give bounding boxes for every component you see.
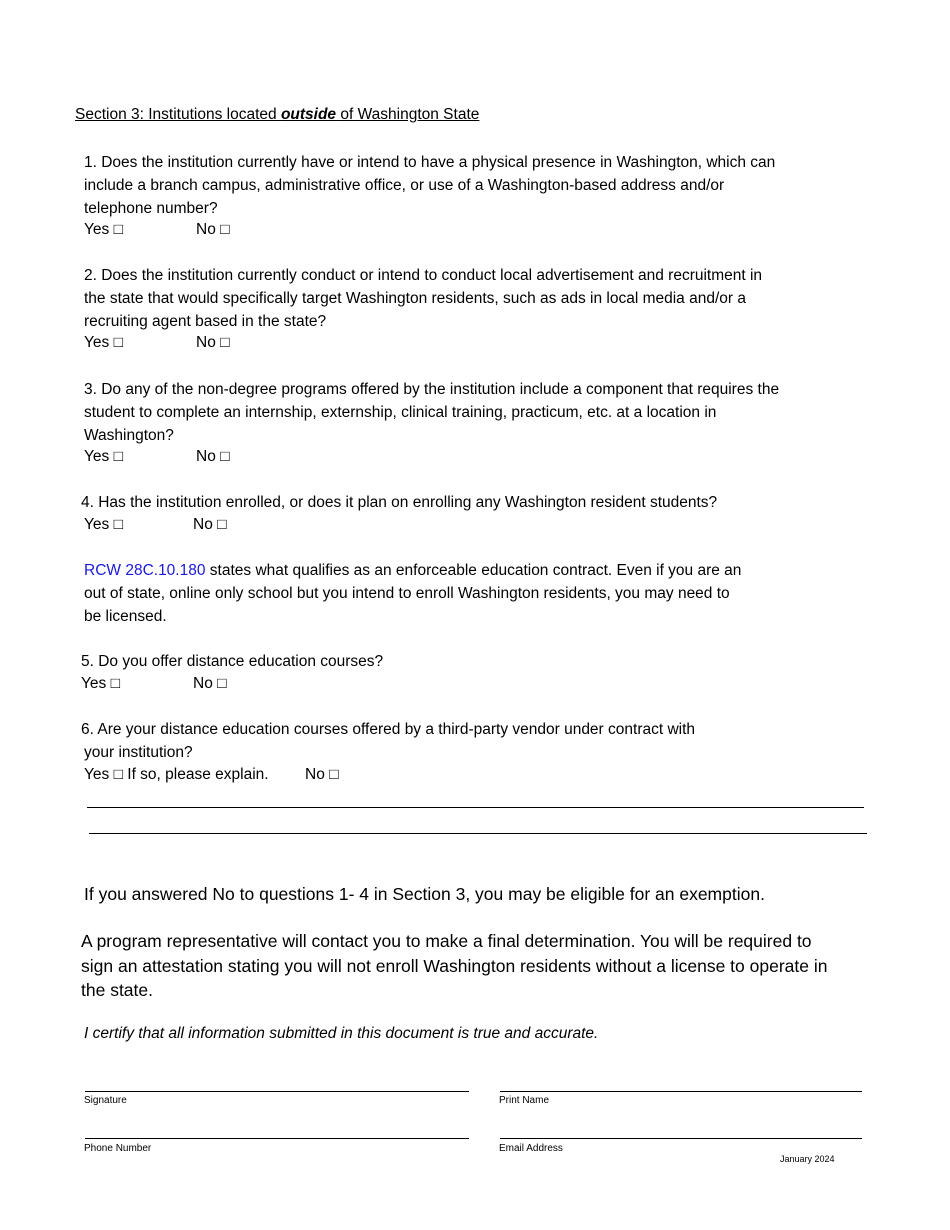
explanation-input-1[interactable] xyxy=(87,786,868,808)
question-3 xyxy=(84,378,779,447)
print-name-line xyxy=(500,1091,862,1092)
question-2-no-checkbox[interactable]: No □ xyxy=(196,334,230,351)
question-4 xyxy=(81,491,717,514)
email-address-input[interactable] xyxy=(500,1116,866,1138)
signature-input[interactable] xyxy=(85,1069,473,1091)
question-2-yes-checkbox[interactable]: Yes □ xyxy=(84,334,123,351)
section-heading-suffix: of Washington State xyxy=(336,106,480,123)
question-3-line-3: Washington? xyxy=(84,427,174,444)
print-name-input[interactable] xyxy=(500,1069,866,1091)
signature-line xyxy=(85,1091,469,1092)
question-4-line-1: 4. Has the institution enrolled, or does it plan on enrolling any Washington resident students? xyxy=(81,494,718,511)
rcw-line-2: out of state, online only school but you intend to enroll Washington residents, you may need to xyxy=(84,585,730,602)
question-1-line-2: include a branch campus, administrative office, or use of a Washington-based address and/or xyxy=(84,177,725,194)
explanation-input-2[interactable] xyxy=(89,812,871,834)
footer-date: January 2024 xyxy=(780,1154,835,1164)
question-2 xyxy=(84,264,762,333)
email-address-label: Email Address xyxy=(499,1143,563,1154)
email-address-line xyxy=(500,1138,862,1139)
representative-line-2: sign an attestation stating you will not enroll Washington residents without a license to operate in xyxy=(81,955,828,976)
representative-paragraph xyxy=(81,929,827,1003)
phone-number-label: Phone Number xyxy=(84,1143,152,1154)
signature-label: Signature xyxy=(84,1095,127,1106)
phone-number-input[interactable] xyxy=(85,1116,473,1138)
question-1 xyxy=(84,151,775,220)
rcw-paragraph xyxy=(84,559,741,628)
section-heading xyxy=(75,106,479,124)
rcw-line-1-text: states what qualifies as an enforceable education contract. Even if you are an xyxy=(205,562,742,579)
question-6-yes-checkbox[interactable]: Yes □ If so, please explain. xyxy=(84,766,269,783)
question-5-no-checkbox[interactable]: No □ xyxy=(193,675,227,692)
question-1-line-3: telephone number? xyxy=(84,200,218,217)
question-3-no-checkbox[interactable]: No □ xyxy=(196,448,230,465)
question-4-no-checkbox[interactable]: No □ xyxy=(193,516,227,533)
question-1-line-1: 1. Does the institution currently have or intend to have a physical presence in Washington, which can xyxy=(84,154,776,171)
rcw-line-1 xyxy=(84,559,741,582)
exemption-note: If you answered No to questions 1- 4 in Section 3, you may be eligible for an exemption. xyxy=(84,884,765,904)
question-6-line-2: your institution? xyxy=(84,744,193,761)
section-heading-emphasis: outside xyxy=(280,106,337,123)
question-1-yes-checkbox[interactable]: Yes □ xyxy=(84,221,123,238)
rcw-link[interactable]: RCW 28C.10.180 xyxy=(84,562,206,579)
representative-line-3: the state. xyxy=(81,980,153,1000)
question-3-yes-checkbox[interactable]: Yes □ xyxy=(84,448,123,465)
rcw-line-3: be licensed. xyxy=(84,608,167,625)
question-5-yes-checkbox[interactable]: Yes □ xyxy=(81,675,120,692)
question-3-line-1: 3. Do any of the non-degree programs offered by the institution include a component that requires the xyxy=(84,381,780,398)
question-6-line-1: 6. Are your distance education courses offered by a third-party vendor under contract with xyxy=(81,721,696,738)
question-4-yes-checkbox[interactable]: Yes □ xyxy=(84,516,123,533)
representative-line-1: A program representative will contact you to make a final determination. You will be required to xyxy=(81,931,812,951)
question-6 xyxy=(81,718,695,764)
explanation-line-1 xyxy=(87,807,864,808)
question-2-line-2: the state that would specifically target Washington residents, such as ads in local media and/or a xyxy=(84,290,746,307)
question-2-line-1: 2. Does the institution currently conduct or intend to conduct local advertisement and recruitment in xyxy=(84,267,763,284)
question-6-no-checkbox[interactable]: No □ xyxy=(305,766,339,783)
question-2-line-3: recruiting agent based in the state? xyxy=(84,313,327,330)
question-3-line-2: student to complete an internship, externship, clinical training, practicum, etc. at a location in xyxy=(84,404,717,421)
question-1-no-checkbox[interactable]: No □ xyxy=(196,221,230,238)
print-name-label: Print Name xyxy=(499,1095,550,1106)
explanation-line-2 xyxy=(89,833,867,834)
question-5-line-1: 5. Do you offer distance education courses? xyxy=(81,653,384,670)
phone-number-line xyxy=(85,1138,469,1139)
section-heading-prefix: Section 3: Institutions located xyxy=(75,106,281,123)
question-5 xyxy=(81,650,383,673)
certification-statement: I certify that all information submitted in this document is true and accurate. xyxy=(84,1025,599,1042)
